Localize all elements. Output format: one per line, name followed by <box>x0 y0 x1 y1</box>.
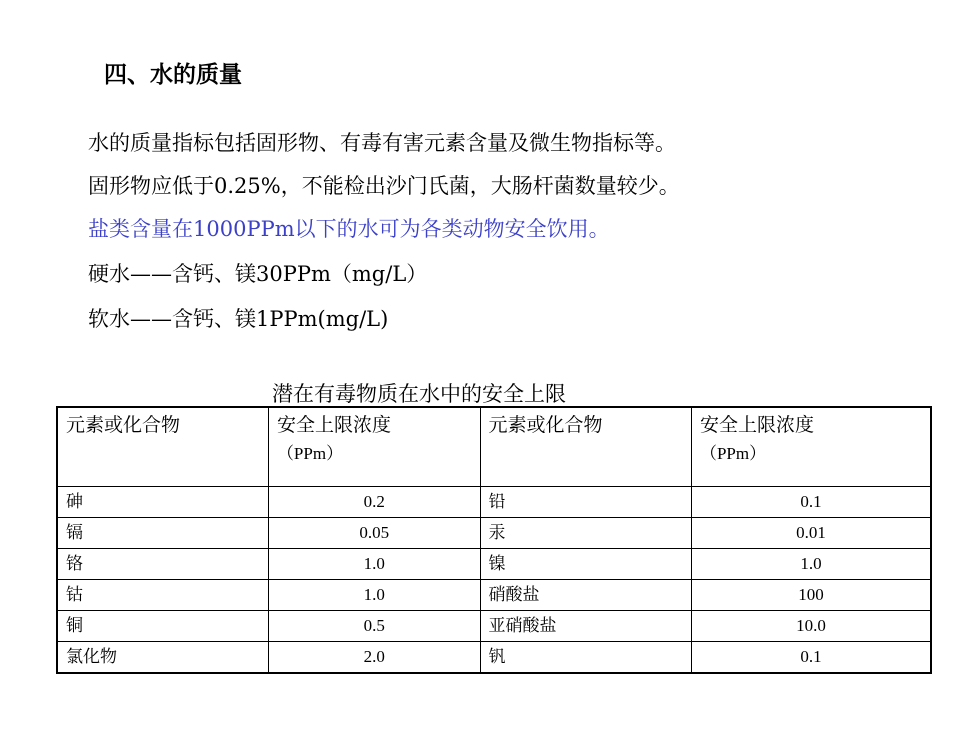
limit-cell: 0.05 <box>268 518 480 549</box>
table-row <box>57 487 931 518</box>
header-limit-2-label: 安全上限浓度 <box>699 415 814 436</box>
limit-cell: 0.01 <box>691 518 931 549</box>
substance-cell: 亚硝酸盐 <box>480 611 691 642</box>
substance-cell: 铬 <box>57 549 268 580</box>
substance-cell: 铅 <box>480 487 691 518</box>
paragraph-hard-water: 硬水——含钙、镁30PPm（mg/L） <box>88 262 428 286</box>
substance-cell: 氯化物 <box>57 642 268 674</box>
header-limit-1 <box>268 407 480 487</box>
substance-cell: 钴 <box>57 580 268 611</box>
table-row <box>57 611 931 642</box>
header-substance-2: 元素或化合物 <box>480 407 691 487</box>
substance-cell: 砷 <box>57 487 268 518</box>
substance-cell: 镉 <box>57 518 268 549</box>
paragraph-quality-indicators: 水的质量指标包括固形物、有毒有害元素含量及微生物指标等。 <box>88 131 676 155</box>
table-row <box>57 518 931 549</box>
paragraph-solids-bacteria: 固形物应低于0.25%，不能检出沙门氏菌，大肠杆菌数量较少。 <box>88 174 680 198</box>
limit-cell: 1.0 <box>268 549 480 580</box>
substance-cell: 汞 <box>480 518 691 549</box>
substance-cell: 硝酸盐 <box>480 580 691 611</box>
limit-cell: 10.0 <box>691 611 931 642</box>
header-limit-1-label: 安全上限浓度 <box>276 415 391 436</box>
header-substance-1: 元素或化合物 <box>57 407 268 487</box>
section-heading: 四、水的质量 <box>104 62 242 88</box>
limit-cell: 0.2 <box>268 487 480 518</box>
limit-cell: 2.0 <box>268 642 480 674</box>
paragraph-salt-content: 盐类含量在1000PPm以下的水可为各类动物安全饮用。 <box>88 217 610 241</box>
table-row <box>57 549 931 580</box>
limit-cell: 1.0 <box>268 580 480 611</box>
limit-cell: 0.1 <box>691 487 931 518</box>
limit-cell: 0.1 <box>691 642 931 674</box>
header-limit-1-unit: （PPm） <box>276 444 344 463</box>
limit-cell: 1.0 <box>691 549 931 580</box>
substance-cell: 镍 <box>480 549 691 580</box>
table-row <box>57 642 931 674</box>
substance-cell: 铜 <box>57 611 268 642</box>
limit-cell: 0.5 <box>268 611 480 642</box>
header-limit-2 <box>691 407 931 487</box>
paragraph-soft-water: 软水——含钙、镁1PPm(mg/L) <box>88 307 389 331</box>
table-row <box>57 580 931 611</box>
table-header-row <box>57 407 931 487</box>
table-caption: 潜在有毒物质在水中的安全上限 <box>272 382 566 406</box>
substance-cell: 钒 <box>480 642 691 674</box>
toxic-substances-table <box>56 406 932 674</box>
header-limit-2-unit: （PPm） <box>699 444 767 463</box>
limit-cell: 100 <box>691 580 931 611</box>
